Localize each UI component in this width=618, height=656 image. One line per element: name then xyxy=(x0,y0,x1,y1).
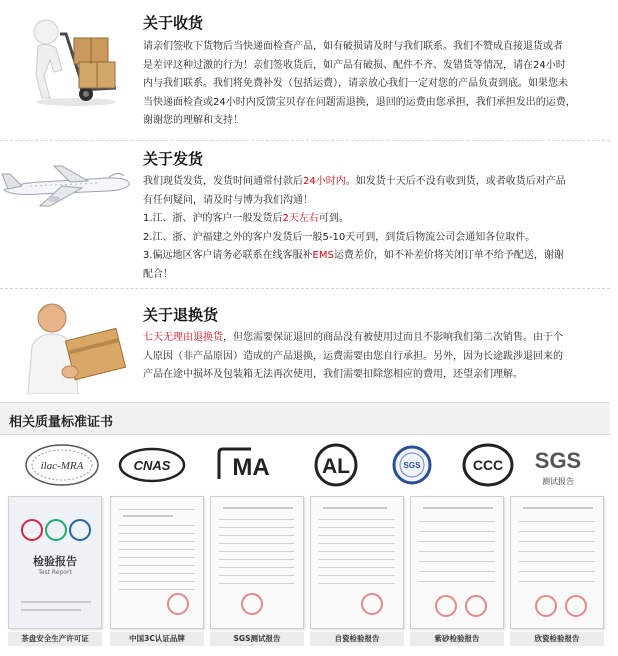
ship-line3-red: 2天左右 xyxy=(282,213,319,224)
certificate-doc xyxy=(410,496,504,629)
receive-line: 请亲们签收下货物后当快递面检查产品，如有破损请及时与我们联系。我们不赞成直接退货或者 xyxy=(143,41,563,52)
sgs-small-text: SGS xyxy=(403,461,421,470)
ship-line xyxy=(143,210,605,229)
receive-title: 关于收货 xyxy=(143,14,204,32)
returns-title: 关于退换货 xyxy=(143,306,219,324)
sgs-small-logo xyxy=(372,440,452,490)
ccc-logo xyxy=(448,440,528,490)
ship-line: 配合！ xyxy=(143,268,173,280)
sgs-report-text: SGS xyxy=(534,448,582,473)
delivery-man-icon xyxy=(18,294,130,394)
receive-line: 内与我们联系。我们将免费补发（包括运费），请亲放心我们一定对您的产品负责到底。如果您未 xyxy=(143,78,568,89)
certificate-doc xyxy=(110,496,204,629)
seal-icon xyxy=(21,519,43,541)
ilac-mra-logo xyxy=(22,440,102,490)
certificate-doc xyxy=(510,496,604,629)
ship-line5-post: 运费差价，如不补差价将关闭订单不给予配送，谢谢 xyxy=(333,250,564,261)
ship-line1-pre: 我们现货发货，发货时间通常付款后 xyxy=(143,176,303,187)
doc-label: 紫砂检验报告 xyxy=(410,632,504,646)
seal-icon xyxy=(565,595,587,617)
ship-line5-pre: 3.偏远地区客户请务必联系在线客服补 xyxy=(143,250,313,261)
seal-icon xyxy=(241,593,263,615)
seal-icon xyxy=(535,595,557,617)
receive-line: 是差评这种过激的行为！亲们签收货后，如产品有破损、配件不齐、发错货等情况，请在24小时 xyxy=(143,59,566,71)
returns-line xyxy=(143,329,605,348)
seal-icon xyxy=(167,593,189,615)
seal-icon xyxy=(361,593,383,615)
cnas-logo xyxy=(112,440,192,490)
returns-line: 产品在途中损坏及包装箱无法再次使用，我们需要扣除您相应的费用，还望亲们理解。 xyxy=(143,369,523,380)
ccc-text: CCC xyxy=(472,457,504,473)
doc-label: 茶盘安全生产许可证 xyxy=(8,632,102,646)
ship-line: 有任何疑问，请及时与博为我们沟通！ xyxy=(143,194,313,206)
receive-section xyxy=(0,0,618,140)
ship-line3-pre: 1.江、浙、沪的客户一般发货后 xyxy=(143,213,283,224)
ship-line5-red: EMS xyxy=(312,250,334,261)
cma-logo xyxy=(208,440,288,490)
seal-icon xyxy=(45,519,67,541)
receive-body xyxy=(143,38,605,131)
receive-line: 谢谢您的理解和支持！ xyxy=(143,115,243,126)
seal-icon xyxy=(435,595,457,617)
cal-logo xyxy=(296,440,376,490)
cma-text: MA xyxy=(232,454,270,481)
returns-line1-post: ，但您需要保证退回的商品没有被使用过而且不影响我们第二次销售。由于个 xyxy=(223,332,563,343)
doc-label: 欣瓷检验报告 xyxy=(510,632,604,646)
doc-subtitle: Test Report xyxy=(38,569,72,576)
ship-title: 关于发货 xyxy=(143,150,204,168)
ship-line: 2.江、浙、沪福建之外的客户发货后一般5-10天可到，到货后物流公司会通知各位取件。 xyxy=(143,231,536,243)
doc-label: 中国3C认证品牌 xyxy=(110,632,204,646)
ship-line3-post: 可到。 xyxy=(318,213,349,224)
ship-line xyxy=(143,173,605,192)
ship-line xyxy=(143,247,605,266)
certificate-doc xyxy=(310,496,404,629)
doc-title: 检验报告 xyxy=(33,555,77,568)
sgs-report-logo xyxy=(518,440,598,490)
hand-truck-figure-icon xyxy=(24,12,128,108)
certificate-doc xyxy=(8,496,102,629)
ilac-mra-text: ilac-MRA xyxy=(40,460,84,472)
cnas-text: CNAS xyxy=(133,458,171,473)
ship-line1-red: 24小时内 xyxy=(303,176,346,187)
seal-icon xyxy=(465,595,487,617)
returns-line: 人原因（非产品原因）造成的产品退换，运费需要由您自行承担。另外，因为长途跋涉退回来的 xyxy=(143,350,563,362)
returns-body xyxy=(143,329,605,385)
doc-label: 自瓷检验报告 xyxy=(310,632,404,646)
sgs-report-sub: 测试报告 xyxy=(542,477,574,486)
certificate-doc xyxy=(210,496,304,629)
receive-line: 当快递面检查或24小时内反馈宝贝存在问题需退换，退回的运费由您承担，我们承担发出的运费， xyxy=(143,96,576,108)
cert-header xyxy=(0,402,610,435)
cert-header-title: 相关质量标准证书 xyxy=(9,415,114,430)
airplane-icon xyxy=(0,156,134,210)
returns-line1-red: 七天无理由退换货 xyxy=(143,332,223,343)
ship-section xyxy=(0,140,618,288)
doc-label: SGS测试报告 xyxy=(210,632,304,646)
seal-icon xyxy=(69,519,91,541)
ship-line1-post: 。如发货十天后不没有收到货，或者收货后对产品 xyxy=(345,176,566,187)
cal-text: AL xyxy=(322,455,350,478)
returns-section xyxy=(0,288,618,400)
ship-body xyxy=(143,173,605,284)
